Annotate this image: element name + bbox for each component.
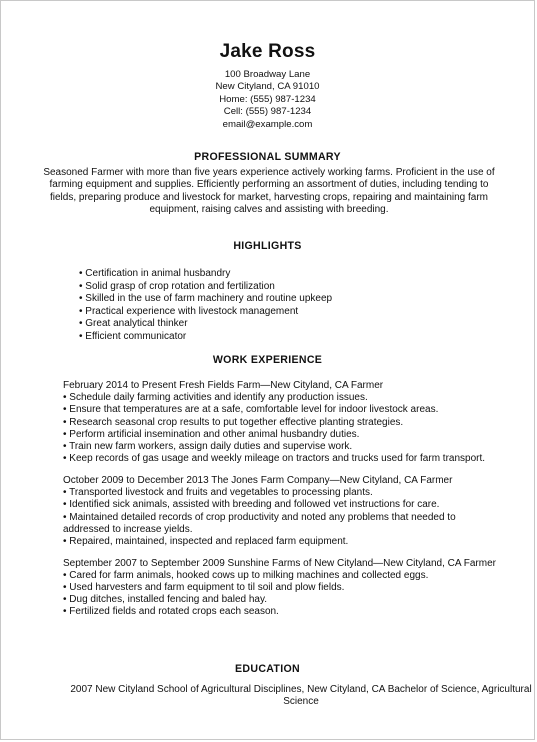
job-bullet: • Identified sick animals, assisted with breeding and followed vet instructions for care. bbox=[63, 499, 440, 511]
summary-heading: PROFESSIONAL SUMMARY bbox=[194, 151, 341, 163]
job-bullet: • Fertilized fields and rotated crops each season. bbox=[63, 606, 279, 618]
list-item: • Great analytical thinker bbox=[79, 318, 188, 330]
job-heading: October 2009 to December 2013 The Jones Farm Company—New Cityland, CA Farmer bbox=[63, 474, 453, 486]
job-bullet: • Ensure that temperatures are at a safe, comfortable level for indoor livestock areas. bbox=[63, 404, 439, 416]
job-bullet: • Train new farm workers, assign daily duties and supervise work. bbox=[63, 441, 353, 453]
job-bullet: • Research seasonal crop results to put together effective planting strategies. bbox=[63, 416, 404, 428]
email-address: email@example.com bbox=[222, 118, 313, 130]
experience-list bbox=[63, 380, 533, 628]
job-bullet: • Used harvesters and farm equipment to til soil and plow fields. bbox=[63, 582, 345, 594]
job-bullet: • Perform artificial insemination and other animal husbandry duties. bbox=[63, 428, 360, 440]
contact-block bbox=[1, 69, 534, 131]
list-item: • Solid grasp of crop rotation and fertilization bbox=[79, 280, 275, 292]
address-line-1: 100 Broadway Lane bbox=[224, 69, 311, 80]
job-bullet: • Cared for farm animals, hooked cows up to milking machines and collected eggs. bbox=[63, 569, 429, 581]
education-text: 2007 New Cityland School of Agricultural Disciplines, New Cityland, CA Bachelor of Science, Agricultural Science bbox=[70, 684, 532, 708]
home-phone: Home: (555) 987-1234 bbox=[219, 93, 316, 105]
education-heading: EDUCATION bbox=[235, 663, 300, 675]
candidate-name: Jake Ross bbox=[219, 41, 316, 62]
list-item: • Practical experience with livestock management bbox=[79, 305, 299, 317]
job-entry bbox=[63, 475, 533, 548]
job-bullet: • Maintained detailed records of crop productivity and noted any problems that needed to addressed to increase yields. bbox=[63, 511, 456, 535]
resume-header bbox=[1, 39, 534, 131]
summary-text: Seasoned Farmer with more than five years experience actively working farms. Proficient in the use of farming equipment and supplies. Efficiently performing an assortment of duties, including tending to fields, preparing produce and livestock for market, harvesting crops, repairing and maintaining farm equipment, raising calves and assisting with breeding. bbox=[43, 167, 495, 215]
job-heading: February 2014 to Present Fresh Fields Farm—New Cityland, CA Farmer bbox=[63, 380, 384, 391]
job-heading: September 2007 to September 2009 Sunshine Farms of New Cityland—New Cityland, CA Farmer bbox=[63, 557, 496, 569]
job-bullet: • Transported livestock and fruits and vegetables to processing plants. bbox=[63, 487, 373, 499]
list-item: • Efficient communicator bbox=[79, 330, 187, 342]
list-item: • Skilled in the use of farm machinery and routine upkeep bbox=[79, 293, 333, 305]
highlights-heading: HIGHLIGHTS bbox=[233, 240, 302, 252]
highlights-list bbox=[79, 268, 332, 344]
list-item: • Certification in animal husbandry bbox=[79, 268, 231, 279]
job-bullet: • Dug ditches, installed fencing and baled hay. bbox=[63, 594, 268, 606]
cell-phone: Cell: (555) 987-1234 bbox=[223, 106, 312, 118]
job-entry bbox=[63, 380, 533, 465]
job-entry bbox=[63, 558, 533, 619]
address-line-2: New Cityland, CA 91010 bbox=[215, 81, 320, 93]
job-bullet: • Schedule daily farming activities and identify any production issues. bbox=[63, 392, 368, 404]
job-bullet: • Keep records of gas usage and weekly mileage on tractors and trucks used for farm transport. bbox=[63, 453, 486, 465]
job-bullet: • Repaired, maintained, inspected and replaced farm equipment. bbox=[63, 535, 349, 547]
experience-heading: WORK EXPERIENCE bbox=[212, 354, 323, 366]
